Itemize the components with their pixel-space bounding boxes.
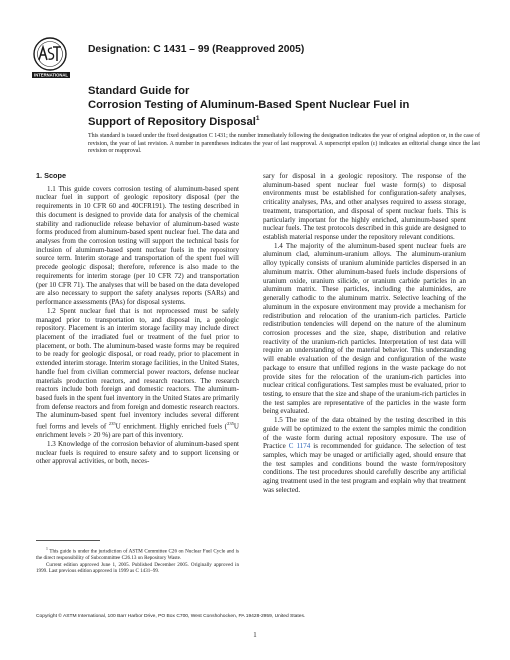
left-column	[36, 172, 239, 466]
paragraph-1-1: 1.1 This guide covers corrosion testing of aluminum-based spent nuclear fuel in support of geologic repository disposal (per the requirements in 10 CFR 60 and 40CFR191). The testing described in this document is designed to provide data for analysis of the chemical stability and radionuclide release behavior of aluminum-based waste forms produced from aluminum-based spent nuclear fuel. The data and analyses from the corrosion testing will support the technical basis for inclusion of aluminum-based spent nuclear fuels in the repository source term. Interim storage and transportation of the spent fuel will precede geologic disposal; therefore, reference is also made to the requirements for interim storage (per 10 CFR 72) and transportation (per 10 CFR 71). The analyses that will be based on the data developed are also necessary to support the safety analyses reports (SARs) and performance assessments (PAs) for disposal systems.	[36, 184, 239, 307]
footnote	[36, 546, 239, 575]
section-heading-scope: 1. Scope	[36, 171, 67, 180]
paragraph-1-5	[263, 416, 466, 494]
paragraph-1-2-text-b: U enrichment. Highly enriched fuels (	[115, 422, 228, 431]
title-line-1: Corrosion Testing of Aluminum-Based Spent Nuclear Fuel in	[88, 99, 410, 111]
paragraph-1-5-text-a: 1.5 The use of the data obtained by the testing described in this guide will be optimized to the extent the samples mimic the condition of the waste form during actual repository exposure. The use of Practice	[263, 416, 466, 451]
copyright-notice: Copyright © ASTM International, 100 Barr Harbor Drive, PO Box C700, West Conshohocken, PA 19428-2959, United States.	[36, 614, 306, 619]
isotope-superscript-2: 235	[227, 421, 234, 427]
title-block	[88, 84, 480, 129]
footnote-divider	[36, 540, 100, 541]
paragraph-1-2-text-c: U enrichment levels > 20 %) are part of this inventory.	[36, 422, 239, 440]
paragraph-1-3-continued: sary for disposal in a geologic repository. The response of the aluminum-based spent nuclear fuel waste form(s) to disposal environments must be established for configuration-safety analyses, criticality analyses, PAs, and other analyses required to assess storage, treatment, transportation, and disposal of spent nuclear fuels. This is particularly important for the highly enriched, aluminum-based spent nuclear fuels. The test protocols described in this guide are designed to establish material response under the repository relevant conditions.	[263, 172, 466, 242]
page-number: 1	[253, 632, 257, 639]
right-column	[263, 172, 466, 495]
designation: Designation: C 1431 – 99 (Reapproved 2005)	[88, 44, 305, 55]
paragraph-1-3: 1.3 Knowledge of the corrosion behavior of aluminum-based spent nuclear fuels is required to ensure safety and to support licensing or other approval activities, or both, neces-	[36, 439, 239, 466]
standard-type: Standard Guide for	[88, 85, 190, 97]
isotope-superscript-1: 235	[108, 421, 116, 427]
practice-c1174-link[interactable]: C 1174	[288, 442, 311, 451]
title-footnote-mark: 1	[255, 115, 260, 122]
paragraph-1-5-text-b: is recommended for guidance. The selection of test samples, which may be unaged or artificially aged, should ensure that the test samples and conditions bound the waste form/repository conditions. The test procedures should carefully describe any artificial aging treatment used in the test program and explain why that treatment was selected.	[263, 442, 466, 494]
paragraph-1-4: 1.4 The majority of the aluminum-based spent nuclear fuels are aluminum clad, aluminum-uranium alloys. The aluminum-uranium alloy typically consists of uranium aluminide particles dispersed in an aluminum matrix. Other aluminum-based fuels include dispersions of uranium oxide, uranium silicide, or uranium carbide particles in an aluminum matrix. These particles, including the aluminides, are generally cathodic to the aluminum matrix. Selective leaching of the aluminum in the exposure environment may provide a mechanism for redistribution and relocation of the uranium-rich particles. Particle redistribution tendencies will depend on the nature of the aluminum corrosion processes and the size, shape, distribution and relative reactivity of the uranium-rich particles. Interpretation of test data will require an understanding of the material behavior. This understanding will enable evaluation of the design and configuration of the waste package to ensure that unfilled regions in the waste package do not provide sites for the relocation of the uranium-rich particles into nuclear critical configurations. Test samples must be evaluated, prior to testing, to ensure that the size and shape of the uranium-rich particles in the test samples are representative of the particles in the waste form being evaluated.	[263, 241, 466, 416]
footnote-line-2: Current edition approved June 1, 2005. Published December 2005. Originally approved in 1999. Last previous edition approved in 1999 as C 1431–99.	[36, 561, 239, 575]
astm-logo	[30, 36, 74, 80]
issued-note: This standard is issued under the fixed designation C 1431; the number immediately following the designation indicates the year of original adoption or, in the case of revision, the year of last revision. A number in parentheses indicates the year of last reapproval. A superscript epsilon (ε) indicates an editorial change since the last revision or reapproval.	[88, 133, 480, 154]
footnote-mark: 1	[46, 547, 48, 551]
title-line-2	[88, 112, 480, 129]
footnote-line-1-text: This guide is under the jurisdiction of ASTM Committee C26 on Nuclear Fuel Cycle and is the direct responsibility of Subcommittee C26.13 on Repository Waste.	[36, 548, 239, 562]
footnote-line-1	[36, 546, 239, 562]
logo-label: INTERNATIONAL	[34, 72, 68, 78]
astm-logo-icon	[30, 36, 74, 80]
paragraph-1-2-text-a: 1.2 Spent nuclear fuel that is not reprocessed must be safely managed prior to transportation to, and disposal in, a geologic repository. Placement is an interim storage facility may include direct placement of the irradiated fuel or treatment of the fuel prior to placement, or both. The aluminum-based waste forms may be required to be ready for geologic disposal, or road ready, prior to placement in extended interim storage. Interim storage facilities, in the United States, handle fuel from civilian commercial power reactors, defense nuclear materials production reactors, and research reactors. The research reactors include both foreign and domestic reactors. The aluminum-based fuels in the spent fuel inventory in the United States are primarily from defense reactors and from foreign and domestic research reactors. The aluminum-based spent fuel inventory includes several different fuel forms and levels of	[36, 306, 239, 431]
paragraph-1-2	[36, 307, 239, 440]
title-line-2-text: Support of Repository Disposal	[88, 116, 256, 128]
